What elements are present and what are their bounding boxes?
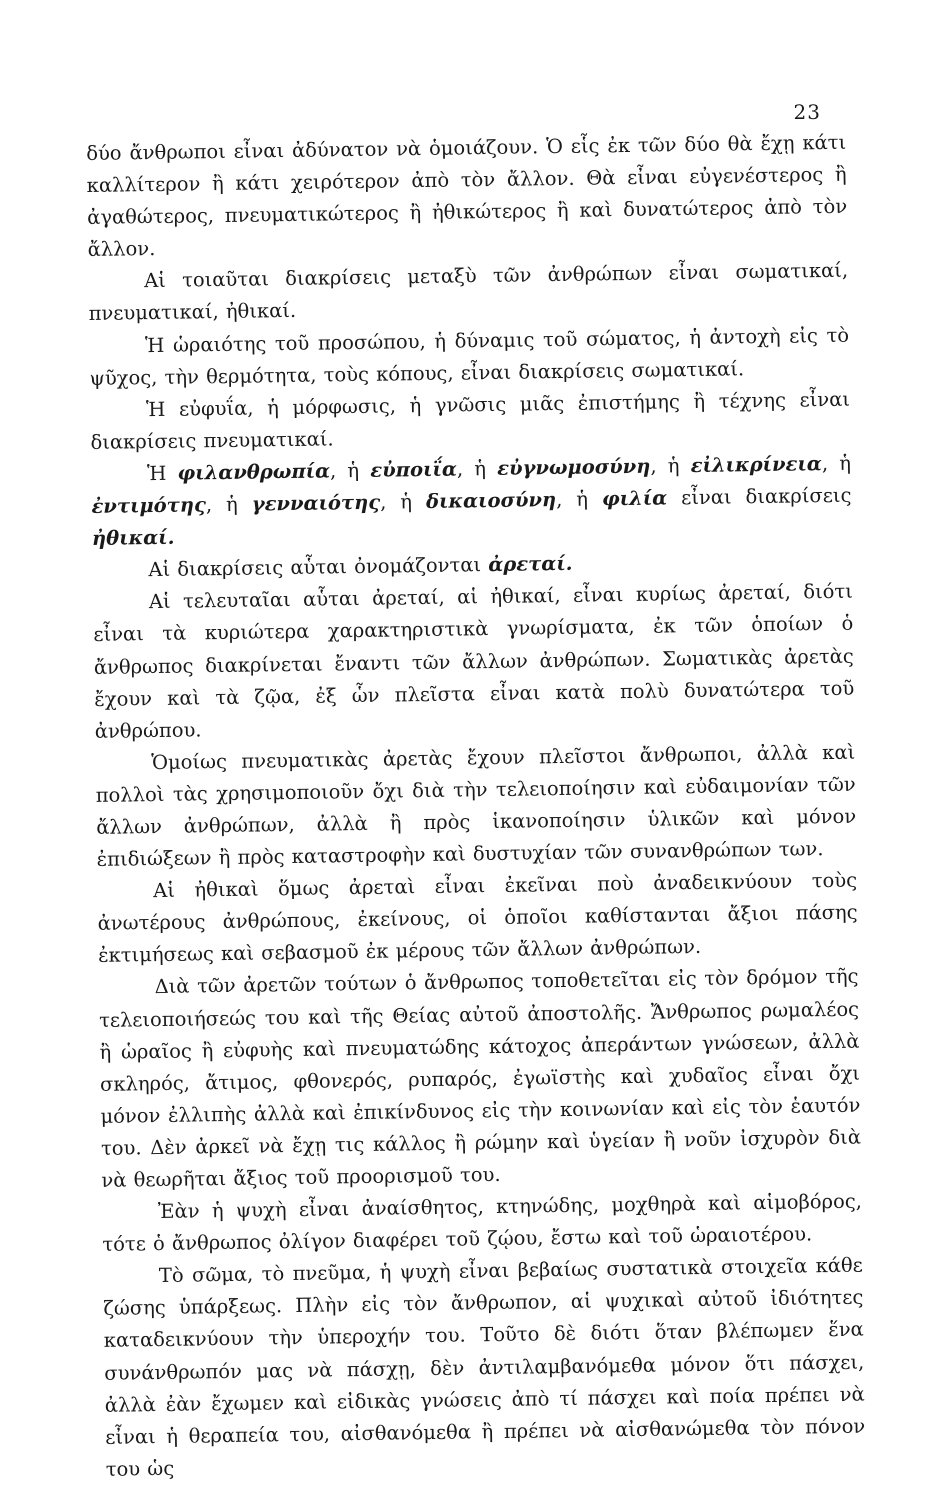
paragraph [103, 1250, 866, 1486]
text-run: Ἡ εὐφυΐα, ἡ μόρφωσις, ἡ γνῶσις μιᾶς ἐπιστήμης ἢ τέχνης εἶναι διακρίσεις πνευματικαί. [90, 387, 851, 454]
text-run: , ἡ [329, 458, 371, 483]
text-run: , ἡ [821, 451, 852, 476]
emphasized-term: ἀρεταί. [488, 552, 573, 577]
emphasized-term: εἰλικρίνεια [690, 452, 823, 478]
text-run: Αἱ ἠθικαὶ ὅμως ἀρεταὶ εἶναι ἐκεῖναι ποὺ ἀναδεικνύουν τοὺς ἀνωτέρους ἀνθρώπους, ἐκείνους, οἱ ὁποῖοι καθίστανται ἄξιοι πάσης ἐκτιμήσεως καὶ σεβασμοῦ ἐκ μέρους τῶν ἄλλων ἀνθρώπων. [97, 868, 858, 968]
text-run: , ἡ [555, 487, 603, 512]
emphasized-term: ἐντιμότης [91, 493, 207, 518]
paragraph [98, 961, 861, 1197]
text-run: , ἡ [205, 492, 252, 517]
text-run: Αἱ τοιαῦται διακρίσεις μεταξὺ τῶν ἀνθρώπων εἶναι σωματικαί, πνευματικαί, ἠθικαί. [88, 259, 849, 326]
text-run: Αἱ διακρίσεις αὗται ὀνομάζονται [148, 553, 489, 582]
page-number: 23 [793, 100, 821, 124]
paragraph [88, 255, 849, 330]
text-run: , ἡ [650, 454, 691, 478]
emphasized-term: φιλανθρωπία [177, 459, 331, 485]
paragraph [89, 319, 850, 394]
emphasized-term: εὐποιΐα [370, 457, 458, 482]
paragraph [91, 448, 852, 556]
text-run: Ἡ ὡραιότης τοῦ προσώπου, ἡ δύναμις τοῦ σώματος, ἡ ἀντοχὴ εἰς τὸ ψῦχος, τὴν θερμότητα, τοὺς κόπους, εἶναι διακρίσεις σωματικαί. [89, 323, 850, 390]
text-run: εἶναι διακρίσεις [667, 483, 852, 510]
text-run: Ἐὰν ἡ ψυχὴ εἶναι ἀναίσθητος, κτηνώδης, μοχθηρὰ καὶ αἱμοβόρος, τότε ὁ ἄνθρωπος ὀλίγον διαφέρει τοῦ ζῴου, ἔστω καὶ τοῦ ὡραιοτέρου. [102, 1189, 863, 1257]
text-run: Αἱ τελευταῖαι αὗται ἀρεταί, αἱ ἠθικαί, εἶναι κυρίως ἀρεταί, διότι εἶναι τὰ κυριώτερα χαρακτηριστικὰ γνωρίσματα, ἐκ τῶν ὁποίων ὁ ἄνθρωπος διακρίνεται ἔναντι τῶν ἄλλων ἀνθρώπων. Σωματικὰς ἀρετὰς ἔχουν καὶ τὰ ζῷα, ἐξ ὧν πλεῖστα εἶναι κατὰ πολὺ δυνατώτερα τοῦ ἀνθρώπου. [93, 579, 855, 743]
paragraph [95, 736, 857, 876]
paragraph [93, 576, 855, 748]
paragraph [86, 127, 848, 267]
emphasized-term: δικαιοσύνη [425, 488, 557, 514]
emphasized-term: γενναιότης [251, 490, 381, 516]
text-run: Ἡ [146, 461, 178, 486]
emphasized-term: ἠθικαί. [91, 525, 175, 551]
text-run: Διὰ τῶν ἀρετῶν τούτων ὁ ἄνθρωπος τοποθετεῖται εἰς τὸν δρόμον τῆς τελειοποιήσεώς του καὶ τῆς Θείας αὐτοῦ ἀποστολῆς. Ἄνθρωπος ρωμαλέος ἢ ὡραῖος ἢ εὐφυὴς καὶ πνευματώδης κάτοχος ἀπεράντων γνώσεων, ἀλλὰ σκληρός, ἄτιμος, φθονερός, ρυπαρός, ἐγωϊστὴς καὶ χυδαῖος εἶναι ὄχι μόνον ἐλλιπὴς ἀλλὰ καὶ ἐπικίνδυνος εἰς τὴν κοινωνίαν καὶ εἰς τὸν ἑαυτόν του. Δὲν ἀρκεῖ νὰ ἔχῃ τις κάλλος ἢ ρώμην καὶ ὑγείαν ἢ νοῦν ἰσχυρὸν διὰ νὰ θεωρῆται ἄξιος τοῦ προορισμοῦ του. [98, 965, 862, 1192]
text-run: Ὁμοίως πνευματικὰς ἀρετὰς ἔχουν πλεῖστοι ἄνθρωποι, ἀλλὰ καὶ πολλοὶ τὰς χρησιμοποιοῦν ὄχι διὰ τὴν τελειοποίησιν καὶ εὐδαιμονίαν τῶν ἄλλων ἀνθρώπων, ἀλλὰ ἢ πρὸς ἱκανοποίησιν ὑλικῶν καὶ μόνον ἐπιδιώξεων ἢ πρὸς καταστροφὴν καὶ δυστυχίαν τῶν συνανθρώπων των. [95, 740, 857, 871]
body-text [86, 127, 866, 1486]
text-run: , ἡ [456, 456, 498, 481]
text-run: δύο ἄνθρωποι εἶναι ἀδύνατον νὰ ὁμοιάζουν. Ὁ εἷς ἐκ τῶν δύο θὰ ἔχῃ κάτι καλλίτερον ἢ κάτι χειρότερον ἀπὸ τὸν ἄλλον. Θὰ εἶναι εὐγενέστερος ἢ ἀγαθώτερος, πνευματικώτερος ἢ ἠθικώτερος ἢ καὶ δυνατώτερος ἀπὸ τὸν ἄλλον. [86, 130, 848, 262]
emphasized-term: εὐγνωμοσύνη [496, 454, 651, 480]
text-run: , ἡ [379, 490, 427, 514]
text-run: Τὸ σῶμα, τὸ πνεῦμα, ἡ ψυχὴ εἶναι βεβαίως συστατικὰ στοιχεῖα κάθε ζώσης ὑπάρξεως. Πλὴν εἰς τὸν ἄνθρωπον, αἱ ψυχικαὶ αὐτοῦ ἰδιότητες καταδεικνύουν τὴν ὑπεροχήν του. Τοῦτο δὲ διότι ὅταν βλέπωμεν ἕνα συνάνθρωπόν μας νὰ πάσχῃ, δὲν ἀντιλαμβανόμεθα μόνον ὅτι πάσχει, ἀλλὰ ἐὰν ἔχωμεν καὶ εἰδικὰς γνώσεις ἀπὸ τί πάσχει καὶ ποία πρέπει νὰ εἶναι ἡ θεραπεία του, αἰσθανόμεθα ἢ πρέπει νὰ αἰσθανώμεθα τὸν πόνον του ὡς [103, 1253, 866, 1481]
emphasized-term: φιλία [601, 486, 668, 511]
paragraph [90, 383, 851, 458]
paragraph [97, 865, 858, 973]
paragraph [102, 1186, 863, 1261]
